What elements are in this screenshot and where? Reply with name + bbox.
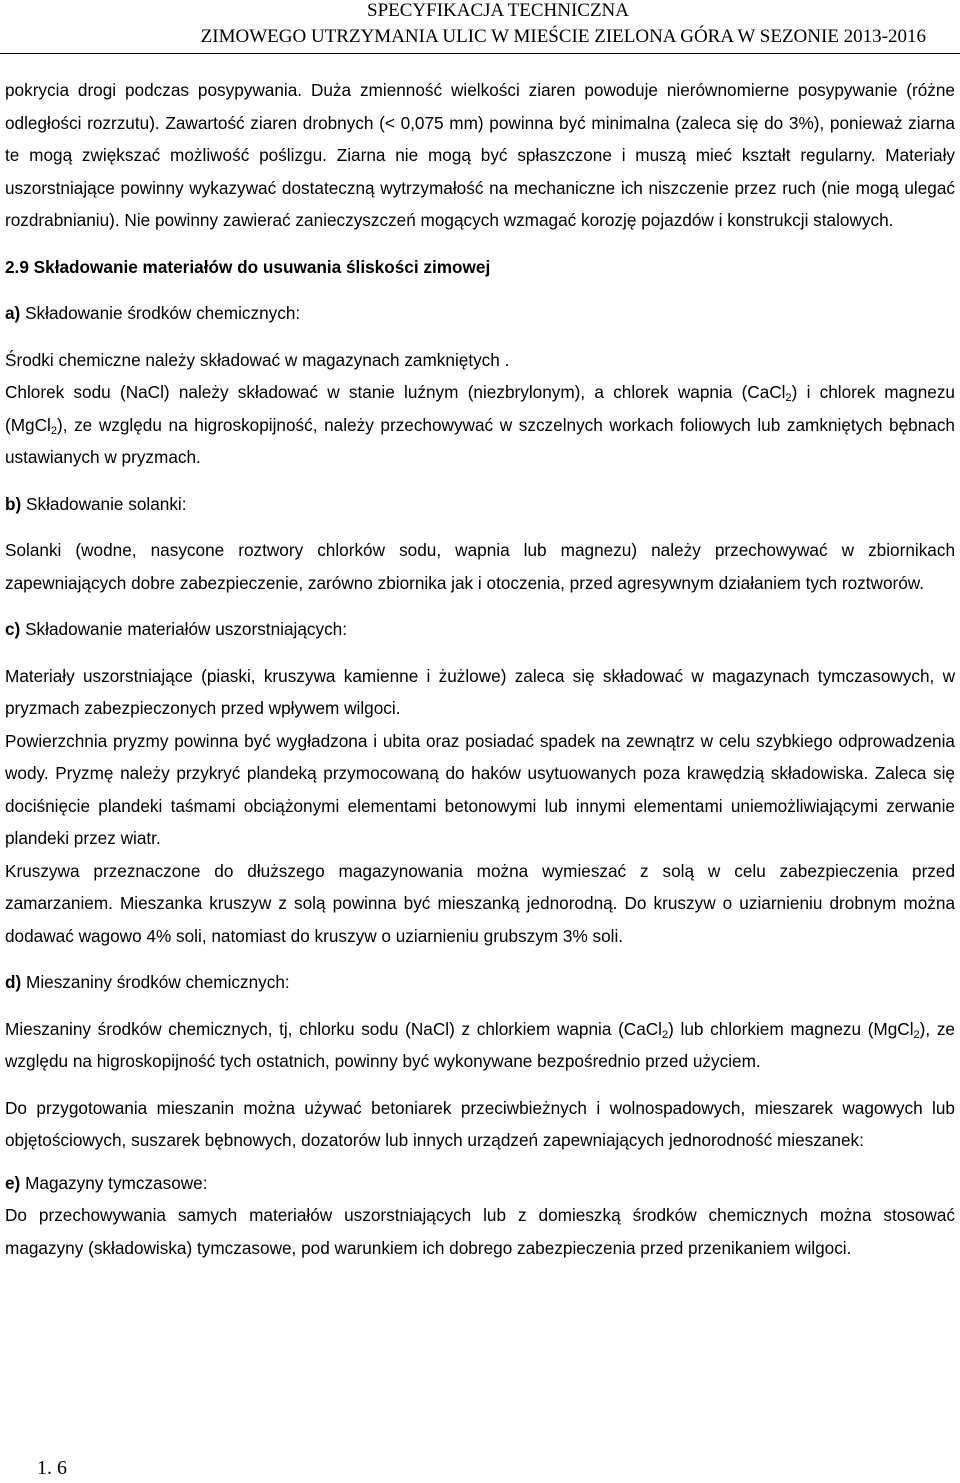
intro-paragraph: pokrycia drogi podczas posypywania. Duża zmienność wielkości ziaren powoduje nierównomierne posypywanie (różne odległości rozrzutu). Zawartość ziaren drobnych (< 0,075 mm) powinna być minimalna (zaleca się do 3%), ponieważ ziarna te mogą zwiększać możliwość poślizgu. Ziarna nie mogą być spłaszczone i muszą mieć kształt regularny. Materiały uszorstniające powinny wykazywać dostateczną wytrzymałość na mechaniczne ich niszczenie przez ruch (nie mogą ulegać rozdrabnianiu). Nie powinny zawierać zanieczyszczeń mogących wzmagać korozję pojazdów i konstrukcji stalowych.: [5, 80, 955, 230]
subsection-c-title: [5, 613, 955, 646]
subsection-b-label: b): [5, 493, 22, 514]
document-body: [5, 74, 955, 1264]
subsection-c-paragraph-2: Powierzchnia pryzmy powinna być wygładzona i ubita oraz posiadać spadek na zewnątrz w celu szybkiego odprowadzenia wody. Pryzmę należy przykryć plandeką przymocowaną do haków usytuowanych poza krawędzią składowiska. Zaleca się dociśnięcie plandeki taśmami obciążonymi elementami betonowymi lub innymi elementami uniemożliwiającymi zerwanie plandeki przez wiatr.: [5, 730, 955, 848]
subsection-e-title: [5, 1167, 955, 1200]
header-title: SPECYFIKACJA TECHNICZNA: [367, 0, 629, 21]
subsection-c-text: Składowanie materiałów uszorstniających:: [25, 619, 348, 639]
subsection-e-text: Magazyny tymczasowe:: [25, 1172, 208, 1193]
subsection-e-paragraph-1: Do przechowywania samych materiałów uszorstniających lub z domieszką środków chemicznych można stosować magazyny (składowiska) tymczasowe, pod warunkiem ich dobrego zabezpieczenia przed przenikaniem wilgoci.: [5, 1205, 955, 1258]
subsection-b-paragraph-1: Solanki (wodne, nasycone roztwory chlorków sodu, wapnia lub magnezu) należy przechowywać w zbiornikach zapewniających dobre zabezpieczenie, zarówno zbiornika jak i otoczenia, przed agresywnym działaniem tych roztworów.: [5, 540, 955, 593]
subsection-a-label: a): [5, 303, 21, 323]
subsection-a-paragraph-2: Chlorek sodu (NaCl) należy składować w stanie luźnym (niezbrylonym), a chlorek wapnia (CaCl$_2$) i chlorek magnezu (MgCl$_2$), ze względu na higroskopijność, należy przechowywać w szczelnych workach foliowych lub zamkniętych bębnach ustawianych w pryzmach.: [5, 382, 955, 467]
subsection-c-paragraph-1: Materiały uszorstniające (piaski, kruszywa kamienne i żużlowe) zaleca się składować w magazynach tymczasowych, w pryzmach zabezpieczonych przed wpływem wilgoci.: [5, 665, 955, 718]
subsection-a-title: [5, 297, 955, 330]
section-heading: 2.9 Składowanie materiałów do usuwania śliskości zimowej: [5, 256, 491, 277]
subsection-d-paragraph-2: Do przygotowania mieszanin można używać betoniarek przeciwbieżnych i wolnospadowych, mieszarek wagowych lub objętościowych, suszarek bębnowych, dozatorów lub innych urządzeń zapewniających jednorodność mieszanek:: [5, 1097, 955, 1150]
subsection-d-title: [5, 966, 955, 999]
subsection-e-label: e): [5, 1172, 21, 1193]
subsection-b-text: Składowanie solanki:: [26, 493, 187, 514]
subsection-c-label: c): [5, 619, 21, 639]
subsection-c-paragraph-3: Kruszywa przeznaczone do dłuższego magazynowania można wymieszać z solą w celu zabezpieczenia przed zamarzaniem. Mieszanka kruszyw z solą powinna być mieszanką jednorodną. Do kruszyw o uziarnieniu drobnym można dodawać wagowo 4% soli, natomiast do kruszyw o uziarnieniu grubszym 3% soli.: [5, 860, 955, 946]
subsection-d-label: d): [5, 972, 22, 992]
page-number: 1. 6: [37, 1457, 67, 1479]
subsection-d-text: Mieszaniny środków chemicznych:: [26, 972, 290, 992]
subsection-b-title: [5, 488, 955, 521]
header-subtitle: ZIMOWEGO UTRZYMANIA ULIC W MIEŚCIE ZIELONA GÓRA W SEZONIE 2013-2016: [200, 26, 926, 47]
subsection-a-text: Składowanie środków chemicznych:: [25, 303, 301, 323]
header-divider: [0, 53, 960, 54]
subsection-d-paragraph-1: Mieszaniny środków chemicznych, tj, chlorku sodu (NaCl) z chlorkiem wapnia (CaCl$_2$) lub chlorkiem magnezu (MgCl$_2$), ze względu na higroskopijność tych ostatnich, powinny być wykonywane bezpośrednio przed użyciem.: [5, 1018, 955, 1071]
subsection-a-paragraph-1: Środki chemiczne należy składować w magazynach zamkniętych .: [5, 349, 510, 370]
